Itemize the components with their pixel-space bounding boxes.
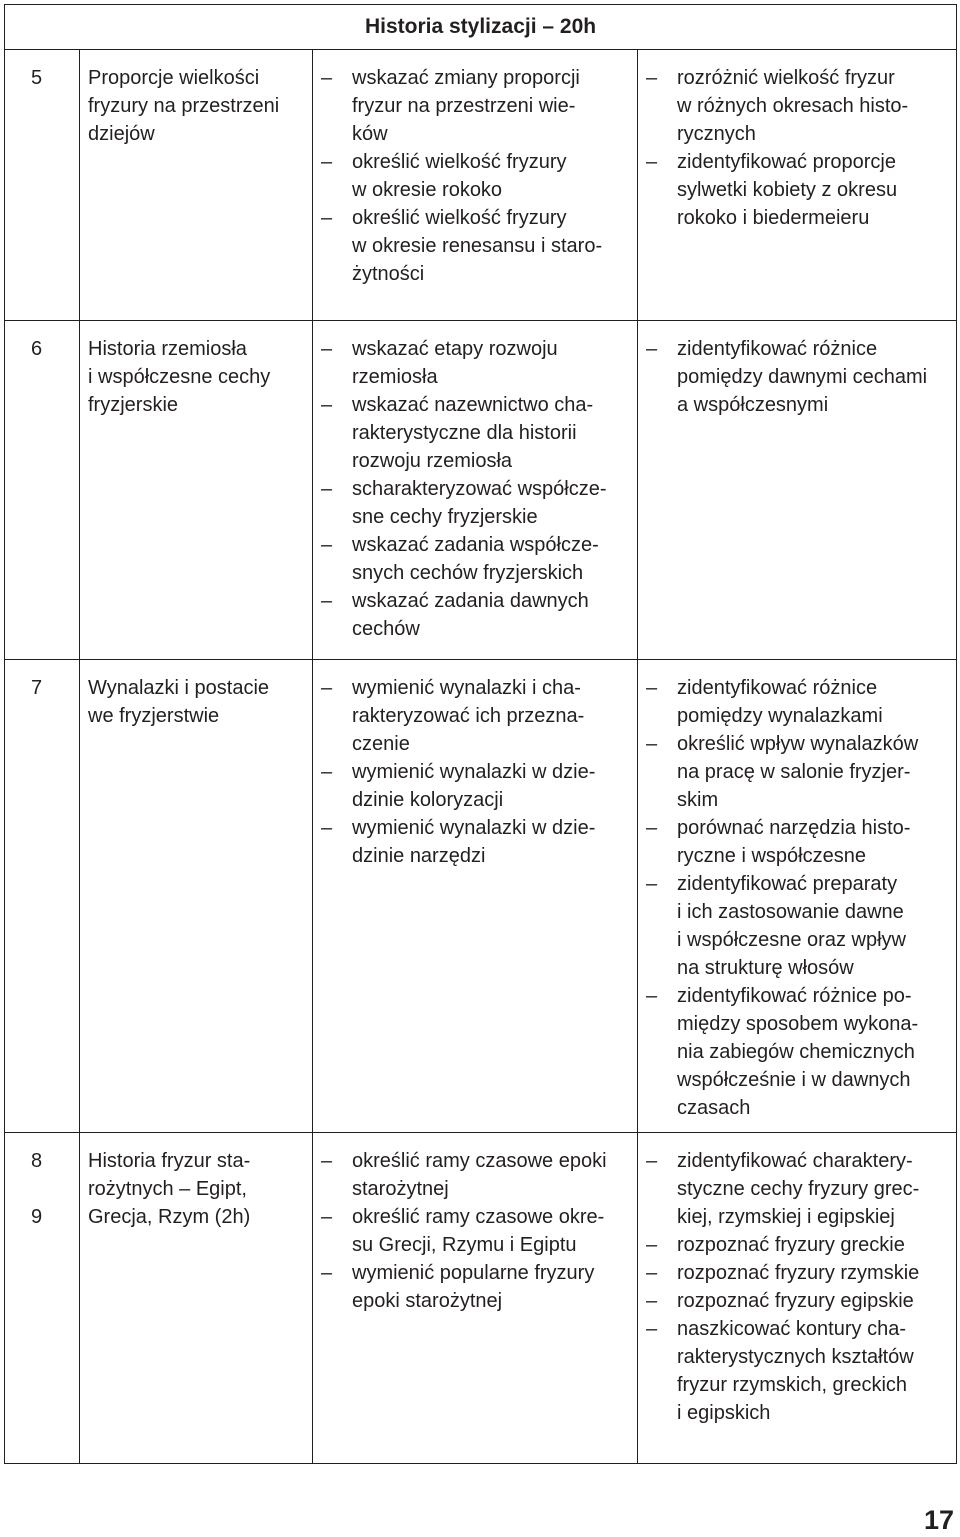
list-item: – zidentyfikować proporcje sylwetki kobiety z okresu rokoko i biedermeieru (646, 148, 948, 232)
lesson-number: 7 (31, 677, 43, 699)
list-item: – określić wielkość fryzury w okresie renesansu i staro- żytności (321, 204, 629, 288)
list-item: – zidentyfikować różnice pomiędzy dawnymi cechami a współczesnymi (646, 335, 948, 419)
table-row (5, 1133, 957, 1464)
table-row (5, 660, 957, 1133)
requirements-basic-cell (313, 50, 638, 321)
list-item: – określić ramy czasowe epoki starożytnej (321, 1147, 629, 1203)
topic-text: Wynalazki i postacie we fryzjerstwie (88, 677, 270, 727)
topic-text: Historia rzemiosła i współczesne cechy fryzjerskie (88, 338, 271, 416)
list-item: – wskazać zmiany proporcji fryzur na przestrzeni wie- ków (321, 64, 629, 148)
list-item: – porównać narzędzia histo- ryczne i współczesne (646, 814, 948, 870)
list-item: – rozpoznać fryzury rzymskie (646, 1259, 948, 1287)
requirements-extended-cell (638, 1133, 957, 1464)
list-item: – naszkicować kontury cha- rakterystycznych kształtów fryzur rzymskich, greckich i egipskich (646, 1315, 948, 1427)
list-item: – wskazać etapy rozwoju rzemiosła (321, 335, 629, 391)
list-item: – określić ramy czasowe okre- su Grecji, Rzymu i Egiptu (321, 1203, 629, 1259)
lesson-number-cell (5, 50, 80, 321)
list-item: – zidentyfikować różnice pomiędzy wynalazkami (646, 674, 948, 730)
list-item: – wymienić wynalazki w dzie- dzinie koloryzacji (321, 758, 629, 814)
list-item: – zidentyfikować różnice po- między sposobem wykona- nia zabiegów chemicznych współcześnie i w dawnych czasach (646, 982, 948, 1122)
lesson-number: 9 (31, 1206, 43, 1228)
table-row (5, 321, 957, 660)
requirements-basic-cell (313, 1133, 638, 1464)
topic-text: Historia fryzur sta- rożytnych – Egipt, Grecja, Rzym (2h) (88, 1150, 251, 1228)
list-item: – wymienić wynalazki w dzie- dzinie narzędzi (321, 814, 629, 870)
requirements-extended-cell (638, 50, 957, 321)
table-title: Historia stylizacji – 20h (5, 5, 957, 50)
lesson-number: 5 (31, 67, 43, 89)
table-title-row (5, 5, 957, 50)
syllabus-table (4, 4, 957, 1464)
topic-cell (80, 321, 313, 660)
topic-cell (80, 1133, 313, 1464)
list-item: – wskazać zadania współcze- snych cechów fryzjerskich (321, 531, 629, 587)
list-item: – wskazać nazewnictwo cha- rakterystyczne dla historii rozwoju rzemiosła (321, 391, 629, 475)
list-item: – rozróżnić wielkość fryzur w różnych okresach histo- rycznych (646, 64, 948, 148)
list-item: – wymienić popularne fryzury epoki starożytnej (321, 1259, 629, 1315)
requirements-extended-cell (638, 660, 957, 1133)
lesson-number-cell (5, 660, 80, 1133)
lesson-number: 8 (31, 1150, 43, 1172)
list-item: – określić wpływ wynalazków na pracę w salonie fryzjer- skim (646, 730, 948, 814)
lesson-number-cell (5, 321, 80, 660)
requirements-basic-cell (313, 660, 638, 1133)
table-row (5, 50, 957, 321)
list-item: – zidentyfikować charaktery- styczne cechy fryzury grec- kiej, rzymskiej i egipskiej (646, 1147, 948, 1231)
page-number: 17 (923, 1505, 954, 1535)
requirements-extended-cell (638, 321, 957, 660)
requirements-basic-cell (313, 321, 638, 660)
list-item: – wskazać zadania dawnych cechów (321, 587, 629, 643)
list-item: – rozpoznać fryzury egipskie (646, 1287, 948, 1315)
topic-cell (80, 50, 313, 321)
topic-text: Proporcje wielkości fryzury na przestrzeni dziejów (88, 67, 280, 145)
list-item: – wymienić wynalazki i cha- rakteryzować ich przezna- czenie (321, 674, 629, 758)
list-item: – zidentyfikować preparaty i ich zastosowanie dawne i współczesne oraz wpływ na strukturę włosów (646, 870, 948, 982)
list-item: – scharakteryzować współcze- sne cechy fryzjerskie (321, 475, 629, 531)
list-item: – określić wielkość fryzury w okresie rokoko (321, 148, 629, 204)
lesson-number: 6 (31, 338, 43, 360)
topic-cell (80, 660, 313, 1133)
lesson-number-cell (5, 1133, 80, 1464)
list-item: – rozpoznać fryzury greckie (646, 1231, 948, 1259)
